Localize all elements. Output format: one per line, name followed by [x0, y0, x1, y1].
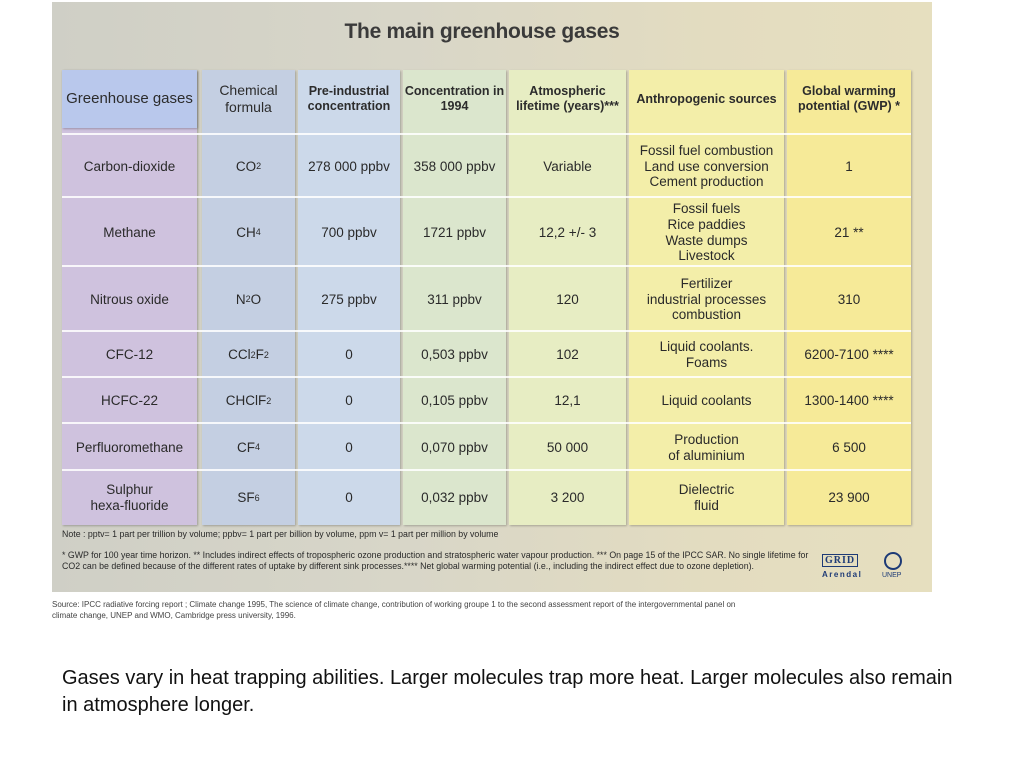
cell-gwp: 23 900	[828, 490, 870, 506]
cell-sources: Production of aluminium	[668, 431, 745, 463]
cell-preindustrial: 0	[345, 393, 353, 409]
cell-preindustrial: 275 ppbv	[321, 291, 377, 307]
units-note: Note : pptv= 1 part per trillion by volume; ppbv= 1 part per billion by volume, ppm v= 1 part per million by volume	[62, 529, 499, 539]
cell-gas: HCFC-22	[100, 393, 158, 409]
cell-lifetime: Variable	[543, 158, 592, 174]
header-gwp: Global warming potential (GWP) *	[797, 84, 901, 113]
cell-sources: Liquid coolants. Foams	[659, 339, 754, 370]
row-divider	[62, 469, 911, 471]
cell-formula: N 2 O	[235, 291, 262, 307]
row-divider	[62, 265, 911, 267]
cell-concentration: 358 000 ppbv	[413, 158, 496, 174]
cell-gas: Nitrous oxide	[90, 291, 169, 307]
cell-concentration: 0,105 ppbv	[421, 393, 488, 409]
unep-logo-text: UNEP	[882, 572, 902, 579]
grid-logo-text: GRID	[822, 554, 858, 567]
cell-preindustrial: 0	[345, 439, 353, 455]
cell-concentration: 1721 ppbv	[422, 224, 487, 240]
cell-lifetime: 50 000	[546, 439, 589, 455]
cell-lifetime: 3 200	[550, 490, 585, 506]
cell-lifetime: 12,1	[554, 393, 581, 409]
header-sources: Anthropogenic sources	[636, 91, 777, 106]
cell-sources: Liquid coolants	[661, 393, 752, 409]
cell-gwp: 1	[845, 158, 853, 174]
cell-formula: CO 2	[235, 158, 262, 174]
table-title: The main greenhouse gases	[344, 20, 620, 43]
cell-gwp: 6 500	[832, 439, 866, 455]
cell-sources: Fossil fuels Rice paddies Waste dumps Livestock	[665, 200, 748, 264]
cell-sources: Fertilizer industrial processes combustion	[646, 275, 767, 323]
row-divider	[62, 330, 911, 332]
cell-sources: Dielectric fluid	[678, 482, 735, 513]
cell-gwp: 1300-1400 ****	[804, 393, 894, 409]
cell-formula: SF 6	[237, 490, 260, 506]
row-divider	[62, 422, 911, 424]
cell-preindustrial: 0	[345, 347, 353, 363]
cell-gas: Carbon-dioxide	[83, 158, 176, 174]
cell-lifetime: 12,2 +/- 3	[538, 224, 597, 240]
slide-caption: Gases vary in heat trapping abilities. Larger molecules trap more heat. Larger molecules also remain in atmosphere longer.	[62, 667, 953, 716]
cell-gwp: 21 **	[834, 224, 864, 240]
cell-preindustrial: 700 ppbv	[321, 224, 377, 240]
row-divider	[62, 196, 911, 198]
cell-sources: Fossil fuel combustion Land use conversion Cement production	[639, 142, 774, 190]
cell-gas: Perfluoromethane	[75, 439, 184, 455]
cell-preindustrial: 278 000 ppbv	[308, 158, 390, 174]
row-divider	[62, 376, 911, 378]
header-concentration: Concentration in 1994	[404, 84, 505, 113]
unep-globe-icon	[884, 552, 902, 570]
cell-concentration: 0,032 ppbv	[421, 490, 488, 506]
greenhouse-table-image	[52, 2, 932, 592]
cell-lifetime: 120	[556, 291, 579, 307]
header-formula: Chemical formula	[219, 82, 278, 115]
grid-arendal-logo	[822, 552, 917, 584]
cell-gwp: 6200-7100 ****	[804, 347, 894, 363]
cell-formula: CH 4	[236, 224, 261, 240]
cell-concentration: 0,070 ppbv	[421, 439, 488, 455]
cell-gas: CFC-12	[105, 347, 154, 363]
cell-gas: Methane	[103, 224, 156, 240]
cell-formula: CCl 2 F 2	[228, 347, 269, 363]
row-divider	[62, 133, 911, 135]
cell-formula: CHClF 2	[225, 393, 272, 409]
arendal-logo-text: Arendal	[822, 570, 863, 579]
header-gases: Greenhouse gases	[62, 70, 197, 128]
cell-gas: Sulphur hexa-fluoride	[90, 482, 169, 513]
footnote: * GWP for 100 year time horizon. ** Includes indirect effects of tropospheric ozone production and stratospheric water vapour production. *** On page 15 of the IPCC SAR. No single lifetime for CO2 can be defined because of the different rates of uptake by different sink processes.**** Net global warming potential (i.e., including the indirect effect due to ozone depletion).	[62, 550, 809, 571]
cell-concentration: 0,503 ppbv	[421, 347, 488, 363]
header-preindustrial: Pre-industrial concentration	[307, 84, 391, 113]
cell-formula: CF 4	[236, 439, 260, 455]
cell-gwp: 310	[837, 291, 861, 307]
cell-concentration: 311 ppbv	[427, 291, 482, 307]
header-lifetime: Atmospheric lifetime (years)***	[516, 84, 619, 113]
cell-lifetime: 102	[556, 347, 579, 363]
source-citation: Source: IPCC radiative forcing report ; Climate change 1995, The science of climate change, contribution of working groupe 1 to the second assessment report of the intergovernmental panel on climate change, UNEP and WMO, Cambridge press university, 1996.	[52, 600, 736, 620]
cell-preindustrial: 0	[345, 490, 353, 506]
